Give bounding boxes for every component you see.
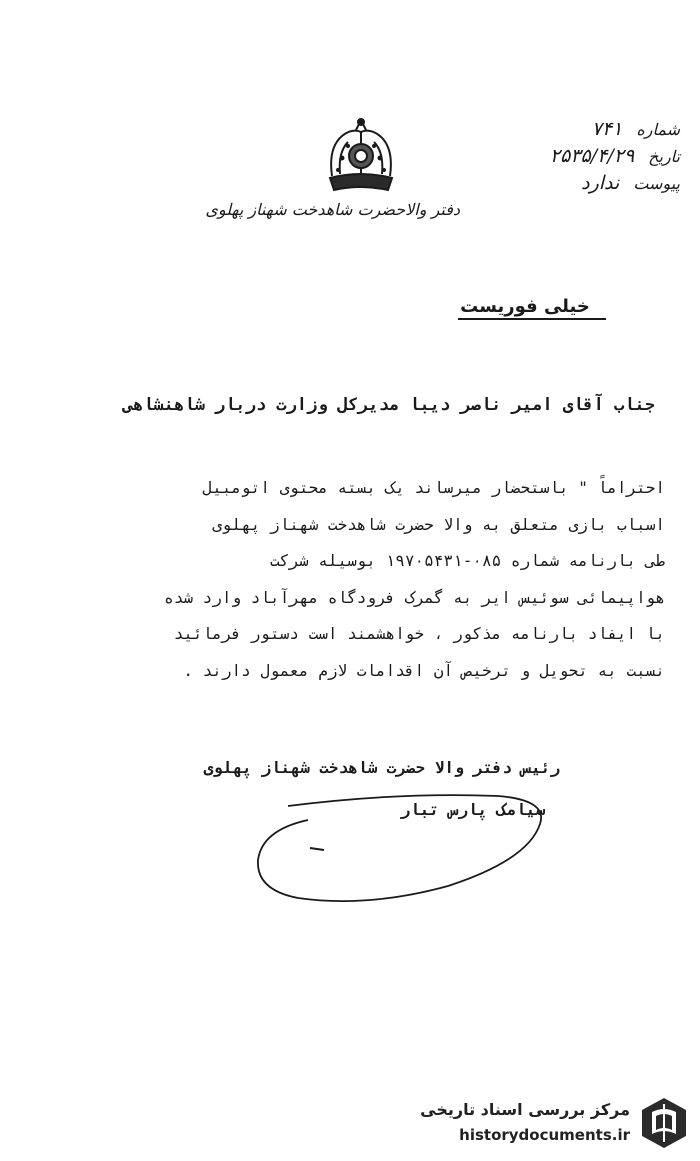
watermark-url: historydocuments.ir xyxy=(459,1126,630,1144)
urgency-underline xyxy=(458,318,606,320)
body-line: اسباب بازی متعلق به والا حضرت شاهدخت شهناز پهلوی xyxy=(212,514,665,534)
office-name: دفتر والاحضرت شاهدخت شهناز پهلوی xyxy=(205,200,460,219)
body-line: احتراماً " باستحضار میرساند یک بسته محتوی اتومبیل xyxy=(202,478,665,497)
signatory-title: رئیس دفتر والا حضرت شاهدخت شهناز پهلوی xyxy=(203,758,560,777)
handwritten-signature xyxy=(248,790,568,910)
date-row xyxy=(470,145,680,172)
attachment-value: ندارد xyxy=(581,172,620,194)
date-label: تاریخ xyxy=(648,147,680,166)
signatory-name: سیامک پارس تبار xyxy=(400,800,545,819)
body-line: هواپیمائی سوئیس ایر به گمرک فرودگاه مهرآباد وارد شده xyxy=(164,587,665,607)
number-value: ۷۴۱ xyxy=(591,118,623,140)
watermark xyxy=(412,1092,694,1156)
body-line: نسبت به تحویل و ترخیص آن اقدامات لازم معمول دارند . xyxy=(183,660,665,680)
body-line: با ایفاد بارنامه مذکور ، خواهشمند است دستور فرمائید xyxy=(173,624,665,643)
letter-body xyxy=(95,470,665,689)
addressee-line: جناب آقای امیر ناصر دیبا مدیرکل وزارت دربار شاهنشاهی xyxy=(122,395,655,415)
date-value: ۲۵۳۵/۴/۲۹ xyxy=(549,145,635,167)
attachment-row xyxy=(470,172,680,199)
body-line: طی بارنامه شماره ۰۸۵-۱۹۷۰۵۴۳۱ بوسیله شرکت xyxy=(270,551,665,570)
attachment-label: پیوست xyxy=(633,174,680,193)
number-label: شماره xyxy=(636,120,680,139)
watermark-name: مرکز بررسی اسناد تاریخی xyxy=(420,1100,630,1119)
number-row xyxy=(470,118,680,145)
letter-meta xyxy=(470,118,680,199)
crown-icon xyxy=(318,118,404,196)
urgency-heading: خیلی فوریست xyxy=(460,296,590,317)
history-documents-logo-icon xyxy=(636,1094,692,1152)
